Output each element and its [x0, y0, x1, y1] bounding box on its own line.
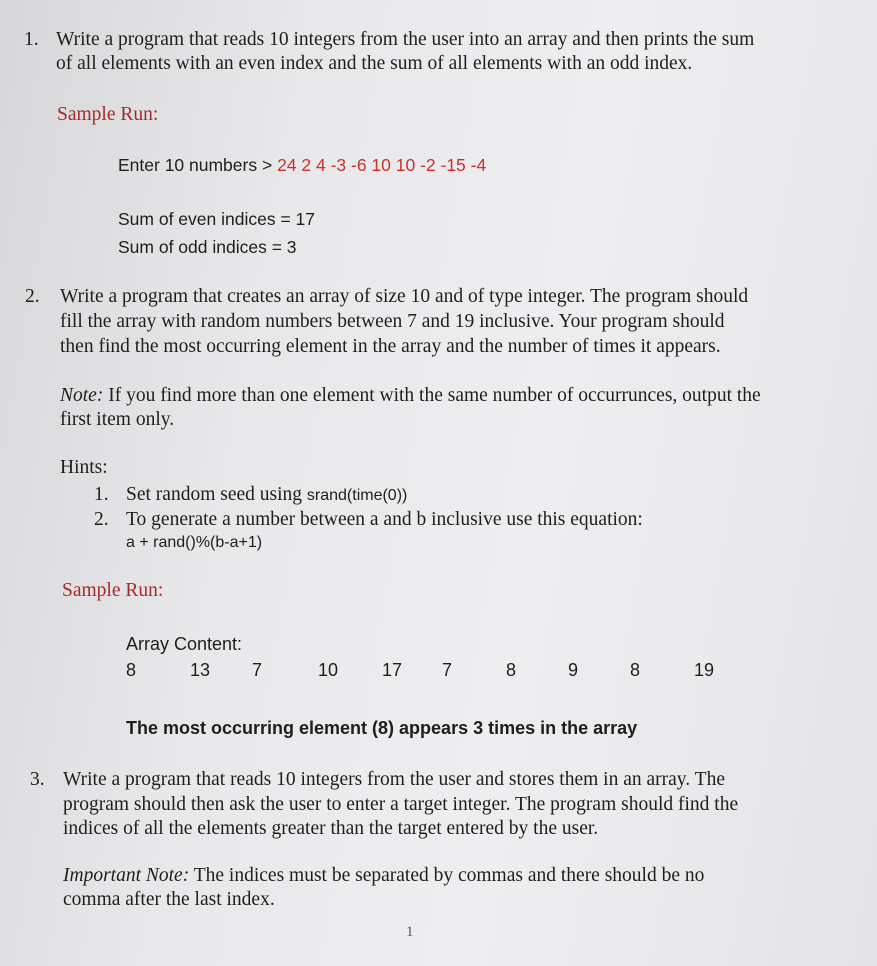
problem-2-note-text: If you find more than one element with the same number of occurrunces, output the	[103, 385, 761, 406]
problem-1-sample-label: Sample Run:	[57, 104, 159, 125]
array-value: 8	[630, 660, 641, 680]
hint-1-text: Set random seed using	[126, 484, 307, 505]
problem-1-output-even: Sum of even indices = 17	[118, 209, 315, 229]
problem-3-line-2: program should then ask the user to enter a target integer. The program should find the	[63, 794, 739, 815]
problem-1-number: 1.	[24, 29, 39, 50]
problem-1-line-1: Write a program that reads 10 integers from the user into an array and then prints the sum	[56, 29, 755, 50]
problem-3-number: 3.	[30, 769, 45, 790]
problem-2-line-2: fill the array with random numbers between 7 and 19 inclusive. Your program should	[60, 311, 725, 332]
array-content-label: Array Content:	[126, 634, 243, 654]
problem-2-sample-label: Sample Run:	[62, 580, 164, 601]
array-value: 7	[252, 660, 263, 680]
array-value: 8	[126, 660, 137, 680]
hint-2-code: a + rand()%(b-a+1)	[126, 534, 263, 551]
array-value: 8	[506, 660, 517, 680]
problem-1-input: 24 2 4 -3 -6 10 10 -2 -15 -4	[277, 155, 487, 175]
problem-3-note-label: Important Note:	[63, 865, 190, 886]
problem-2-line-3: then find the most occurring element in the array and the number of times it appears.	[60, 336, 721, 357]
array-value: 9	[568, 660, 579, 680]
problem-2-note-line-2: first item only.	[60, 409, 175, 430]
problem-2-result: The most occurring element (8) appears 3 times in the array	[126, 718, 638, 738]
page-number: 1	[406, 924, 414, 940]
array-value: 13	[190, 660, 211, 680]
hint-1	[126, 483, 407, 508]
problem-2-line-1: Write a program that creates an array of size 10 and of type integer. The program should	[60, 286, 749, 307]
problem-1-line-2: of all elements with an even index and the sum of all elements with an odd index.	[56, 53, 693, 74]
problem-3-note-text: The indices must be separated by commas and there should be no	[189, 865, 705, 886]
array-values-row	[0, 660, 877, 686]
problem-1-output-odd: Sum of odd indices = 3	[118, 237, 297, 257]
hint-2-number: 2.	[94, 509, 109, 530]
array-value: 19	[694, 660, 715, 680]
problem-1-prompt-line	[118, 153, 486, 177]
problem-1-prompt: Enter 10 numbers >	[118, 155, 273, 175]
hint-2-text: To generate a number between a and b inclusive use this equation:	[126, 509, 643, 530]
problem-3-line-3: indices of all the elements greater than the target entered by the user.	[63, 818, 599, 839]
problem-2-number: 2.	[25, 286, 40, 307]
array-value: 10	[318, 660, 339, 680]
problem-3-note	[63, 864, 704, 888]
array-value: 17	[382, 660, 403, 680]
problem-3-note-line-2: comma after the last index.	[63, 889, 275, 910]
hint-1-number: 1.	[94, 484, 109, 505]
problem-2-note	[60, 384, 761, 408]
problem-3-line-1: Write a program that reads 10 integers from the user and stores them in an array. The	[63, 769, 725, 790]
problem-2-hints-label: Hints:	[60, 457, 108, 478]
problem-2-note-label: Note:	[60, 385, 104, 406]
array-value: 7	[442, 660, 453, 680]
hint-1-code: srand(time(0))	[306, 487, 408, 504]
